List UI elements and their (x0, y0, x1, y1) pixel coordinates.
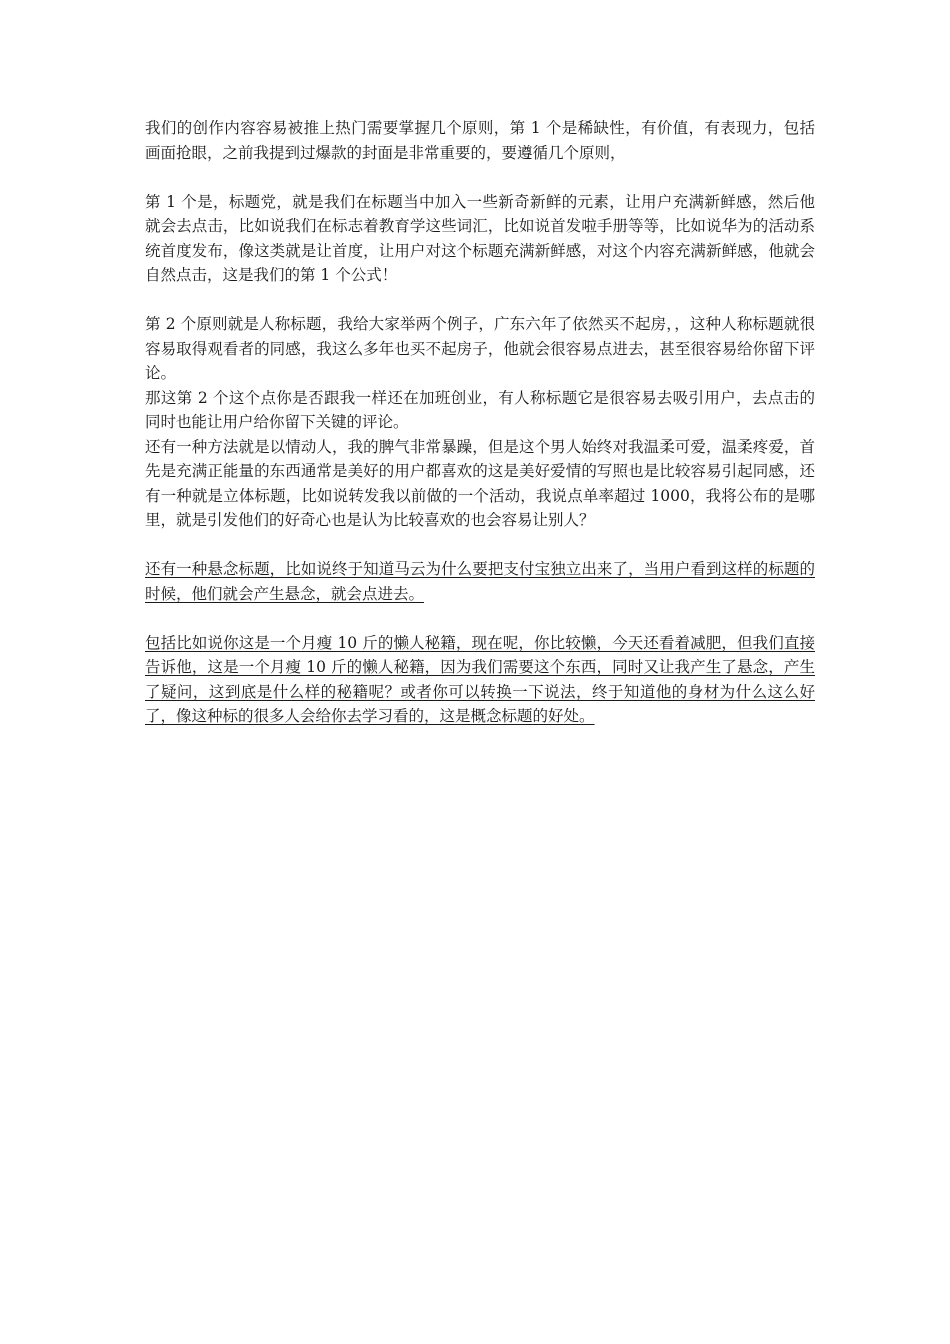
paragraph-emotional-title: 还有一种方法就是以情动人，我的脾气非常暴躁，但是这个男人始终对我温柔可爱，温柔疼爱，首先是充满正能量的东西通常是美好的用户都喜欢的这是美好爱情的写照也是比较容易引起同感，还有一种就是立体标题，比如说转发我以前做的一个活动，我说点单率超过 1000，我将公布的是哪里，就是引发他们的好奇心也是认为比较喜欢的也会容易让别人？ (145, 437, 815, 529)
paragraph-personal-title-example: 那这第 2 个这个点你是否跟我一样还在加班创业，有人称标题它是很容易去吸引用户，去点击的同时也能让用户给你留下关键的评论。 (145, 388, 815, 431)
paragraph-suspense-example: 包括比如说你这是一个月瘦 10 斤的懒人秘籍，现在呢，你比较懒，今天还看着减肥，但我们直接告诉他，这是一个月瘦 10 斤的懒人秘籍，因为我们需要这个东西，同时又让我产生了悬念，产生了疑问，这到底是什么样的秘籍呢？或者你可以转换一下说法，终于知道他的身材为什么这么好了，像这种标的很多人会给你去学习看的，这是概念标题的好处。 (145, 633, 815, 725)
paragraph-spacer (145, 288, 815, 313)
document-body (145, 116, 815, 729)
paragraph-spacer (145, 165, 815, 190)
paragraph-spacer (145, 606, 815, 631)
paragraph-personal-title: 第 2 个原则就是人称标题，我给大家举两个例子，广东六年了依然买不起房，，这种人称标题就很容易取得观看者的同感，我这么多年也买不起房子，他就会很容易点进去，甚至很容易给你留下评论。 (145, 315, 815, 382)
paragraph-spacer (145, 533, 815, 558)
paragraph-principles-intro: 我们的创作内容容易被推上热门需要掌握几个原则，第 1 个是稀缺性，有价值，有表现力，包括画面抢眼，之前我提到过爆款的封面是非常重要的，要遵循几个原则， (145, 119, 815, 162)
paragraph-clickbait-title: 第 1 个是，标题党，就是我们在标题当中加入一些新奇新鲜的元素，让用户充满新鲜感，然后他就会去点击，比如说我们在标志着教育学这些词汇，比如说首发啦手册等等，比如说华为的活动系统首度发布，像这类就是让首度，让用户对这个标题充满新鲜感，对这个内容充满新鲜感，他就会自然点击，这是我们的第 1 个公式！ (145, 192, 815, 284)
paragraph-suspense-title: 还有一种悬念标题，比如说终于知道马云为什么要把支付宝独立出来了，当用户看到这样的标题的时候，他们就会产生悬念，就会点进去。 (145, 560, 815, 603)
